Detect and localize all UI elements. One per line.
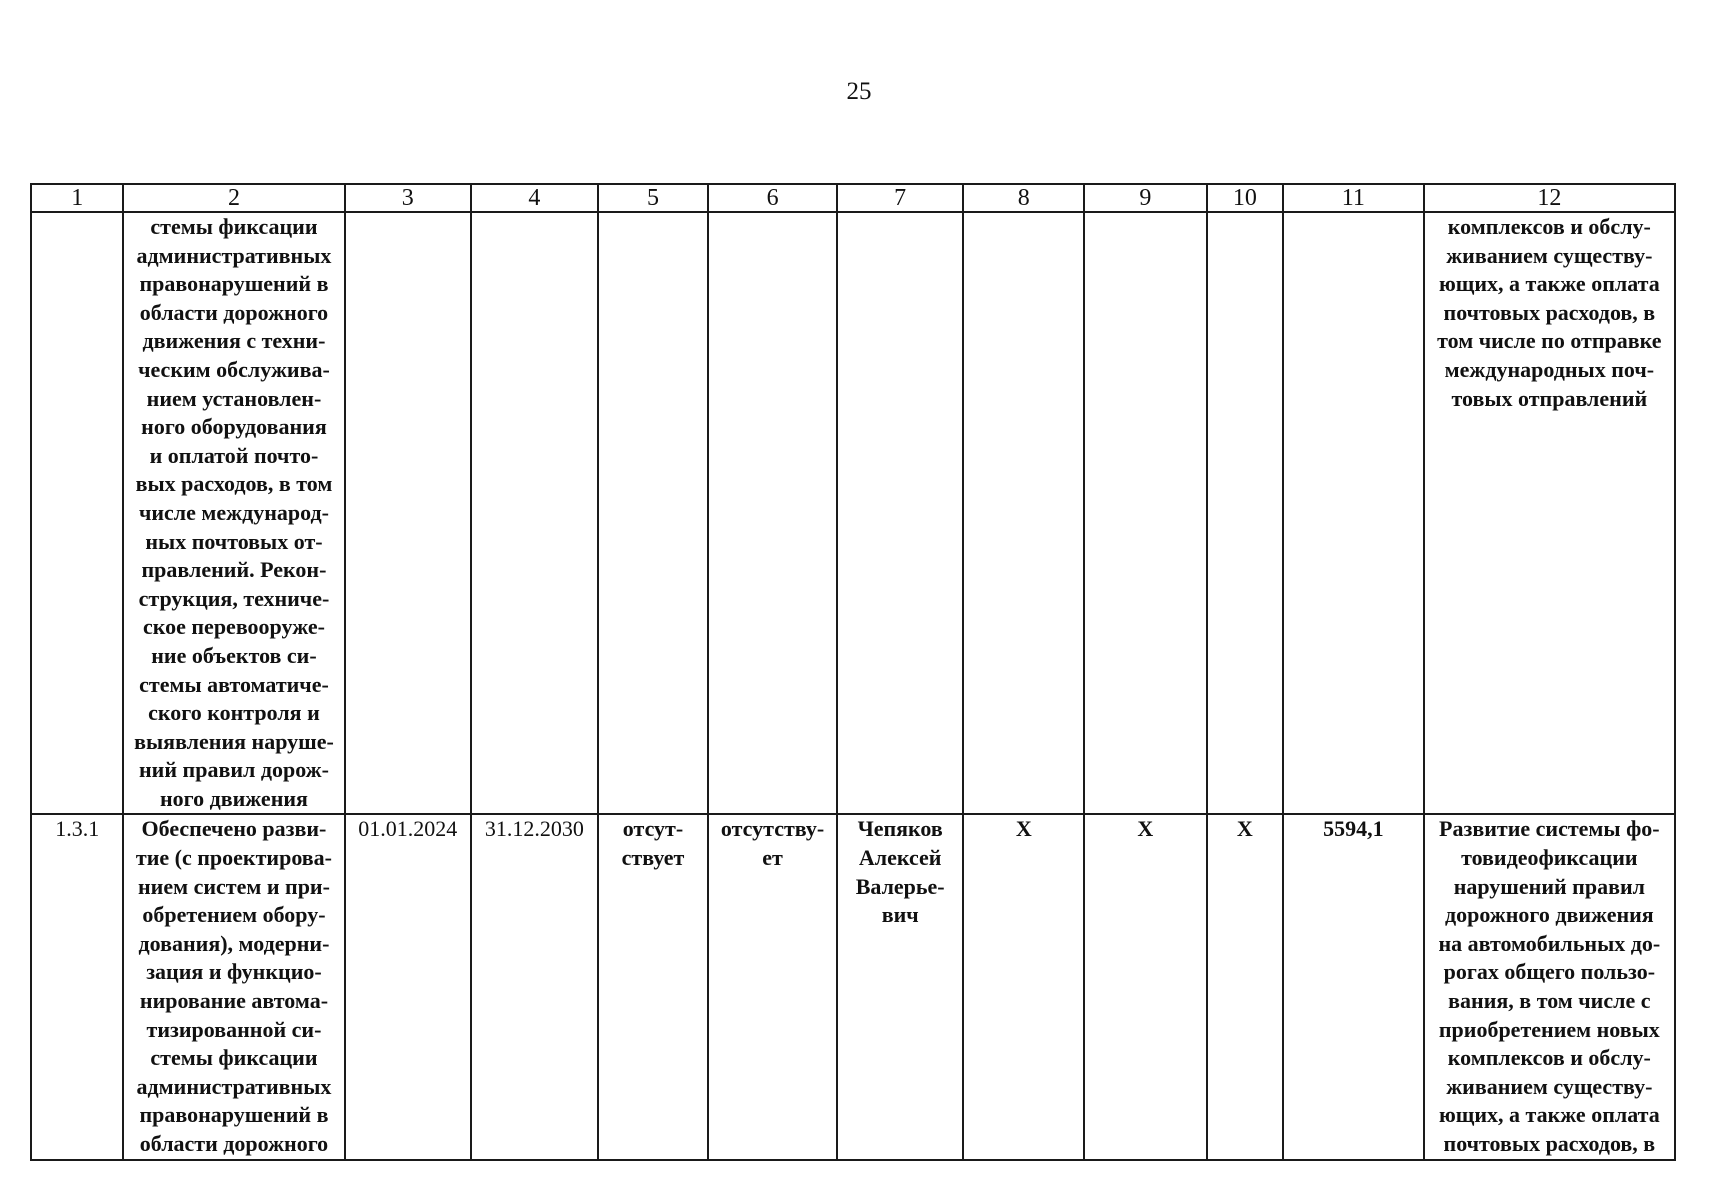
- cell-line: ние объектов си-: [151, 642, 317, 668]
- cell-line: административных: [136, 1073, 332, 1099]
- col-header-7: 7: [837, 184, 964, 212]
- table-row: [31, 814, 1675, 1159]
- cell-line: тизированной си-: [146, 1016, 322, 1042]
- cell-col8: [963, 212, 1084, 814]
- cell-line: ческим обслужива-: [138, 356, 330, 382]
- cell-line: дорожного движения: [1444, 902, 1654, 928]
- col-header-3: 3: [345, 184, 472, 212]
- col-header-4: 4: [471, 184, 598, 212]
- cell-line: числе международ-: [138, 499, 329, 525]
- cell-number: [31, 814, 123, 1159]
- cell-responsible: [837, 212, 964, 814]
- cell-line: зация и функцио-: [146, 959, 322, 985]
- header-row: [31, 184, 1675, 212]
- cell-line: правлений. Рекон-: [141, 557, 327, 583]
- cell-line: нием систем и при-: [137, 873, 330, 899]
- cell-line: струкция, техниче-: [138, 585, 330, 611]
- cell-line: Валерье-: [855, 873, 945, 899]
- col-header-8: 8: [963, 184, 1084, 212]
- cell-line: нарушений правил: [1453, 873, 1645, 899]
- cell-line: ющих, а также оплата: [1438, 271, 1660, 297]
- cell-line: стемы автоматиче-: [139, 671, 329, 697]
- cell-line: товых отправлений: [1451, 385, 1648, 411]
- cell-col5: [598, 212, 709, 814]
- cell-description: [123, 814, 344, 1159]
- cell-line: ского контроля и: [148, 700, 320, 726]
- cell-line: ных почтовых от-: [145, 528, 323, 554]
- cell-description: [123, 212, 344, 814]
- cell-line: X: [1137, 816, 1154, 842]
- cell-line: административных: [136, 242, 332, 268]
- cell-line: ний правил дорож-: [139, 757, 329, 783]
- cell-line: ного оборудования: [141, 414, 327, 440]
- cell-col6: [708, 212, 837, 814]
- cell-line: комплексов и обслу-: [1447, 214, 1651, 239]
- cell-line: правонарушений в: [139, 1102, 329, 1128]
- cell-line: дования), модерни-: [138, 930, 330, 956]
- cell-line: и оплатой почто-: [149, 442, 319, 468]
- cell-line: стемы фиксации: [150, 214, 318, 239]
- cell-line: на автомобильных до-: [1438, 930, 1661, 956]
- table-row: [31, 212, 1675, 814]
- cell-line: отсутству-: [720, 816, 825, 842]
- cell-line: том числе по отправке: [1437, 328, 1662, 354]
- col-header-11: 11: [1283, 184, 1424, 212]
- cell-line: международных поч-: [1444, 356, 1655, 382]
- cell-amount: [1283, 814, 1424, 1159]
- cell-start-date: [345, 212, 472, 814]
- cell-line: приобретением новых: [1438, 1016, 1660, 1042]
- cell-line: рогах общего пользо-: [1443, 959, 1656, 985]
- cell-line: вич: [881, 902, 919, 928]
- cell-line: области дорожного: [139, 299, 329, 325]
- cell-line: 01.01.2024: [358, 816, 458, 842]
- cell-col8: [963, 814, 1084, 1159]
- cell-col9: [1084, 814, 1207, 1159]
- cell-col9: [1084, 212, 1207, 814]
- cell-line: области дорожного: [139, 1131, 329, 1156]
- cell-line: вания, в том числе с: [1448, 988, 1651, 1014]
- col-header-10: 10: [1207, 184, 1283, 212]
- cell-line: почтовых расходов, в: [1443, 299, 1656, 325]
- cell-result: [1424, 212, 1675, 814]
- cell-line: живанием существу-: [1446, 242, 1653, 268]
- cell-line: ющих, а также оплата: [1438, 1102, 1660, 1128]
- cell-col10: [1207, 814, 1283, 1159]
- cell-end-date: [471, 212, 598, 814]
- cell-line: комплексов и обслу-: [1447, 1045, 1651, 1071]
- cell-end-date: [471, 814, 598, 1159]
- cell-line: 5594,1: [1323, 816, 1384, 842]
- document-table: [30, 183, 1676, 1161]
- cell-responsible: [837, 814, 964, 1159]
- cell-col6: [708, 814, 837, 1159]
- cell-line: 1.3.1: [55, 816, 100, 842]
- cell-line: ское перевооруже-: [142, 614, 325, 640]
- cell-line: товидеофиксации: [1461, 845, 1638, 871]
- cell-line: движения с техни-: [142, 328, 326, 354]
- cell-line: Развитие системы фо-: [1439, 816, 1660, 842]
- cell-amount: [1283, 212, 1424, 814]
- cell-line: ет: [762, 845, 783, 871]
- cell-start-date: [345, 814, 472, 1159]
- cell-col10: [1207, 212, 1283, 814]
- cell-line: тие (с проектирова-: [135, 845, 332, 871]
- cell-line: нирование автома-: [139, 988, 329, 1014]
- col-header-12: 12: [1424, 184, 1675, 212]
- cell-line: Чепяков: [857, 816, 943, 842]
- cell-line: ствует: [621, 845, 685, 871]
- cell-line: правонарушений в: [139, 271, 329, 297]
- cell-line: 31.12.2030: [484, 816, 584, 842]
- col-header-2: 2: [123, 184, 344, 212]
- page-number: 25: [846, 78, 872, 105]
- cell-line: живанием существу-: [1446, 1073, 1653, 1099]
- col-header-6: 6: [708, 184, 837, 212]
- col-header-1: 1: [31, 184, 123, 212]
- cell-line: обретением обору-: [142, 902, 326, 928]
- cell-line: стемы фиксации: [150, 1045, 318, 1071]
- col-header-5: 5: [598, 184, 709, 212]
- cell-line: ного движения: [159, 785, 308, 811]
- cell-number: [31, 212, 123, 814]
- cell-line: выявления наруше-: [134, 728, 334, 754]
- cell-line: Обеспечено разви-: [141, 816, 327, 842]
- cell-result: [1424, 814, 1675, 1159]
- cell-line: X: [1236, 816, 1253, 842]
- cell-line: отсут-: [622, 816, 684, 842]
- cell-col5: [598, 814, 709, 1159]
- cell-line: почтовых расходов, в: [1443, 1131, 1656, 1156]
- col-header-9: 9: [1084, 184, 1207, 212]
- cell-line: X: [1015, 816, 1032, 842]
- cell-line: нием установлен-: [146, 385, 322, 411]
- cell-line: вых расходов, в том: [135, 471, 333, 497]
- cell-line: Алексей: [858, 845, 942, 871]
